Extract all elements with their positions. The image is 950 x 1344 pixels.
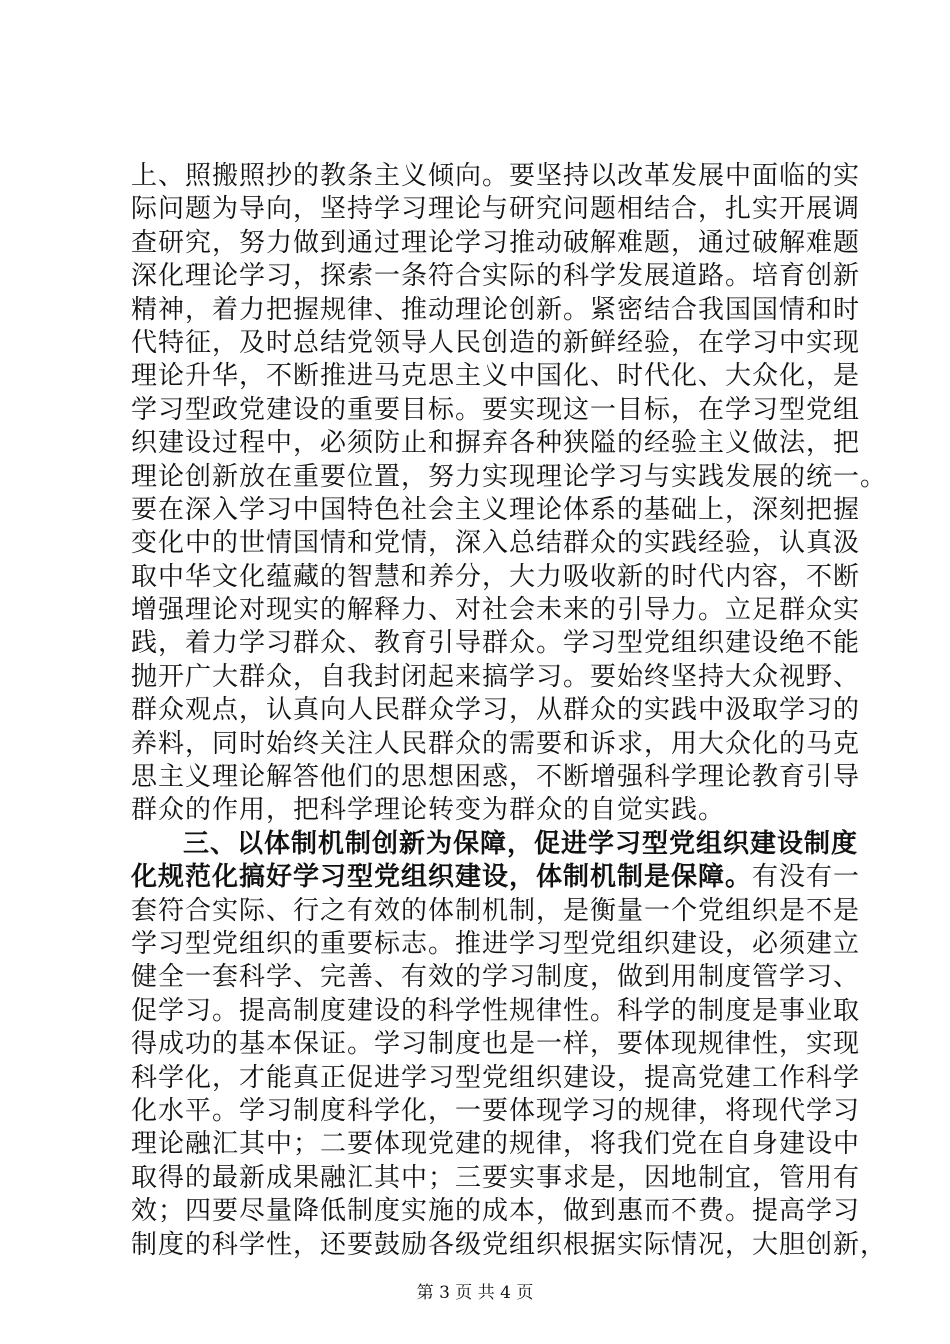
- text-line: 际问题为导向，坚持学习理论与研究问题相结合，扎实开展调: [131, 194, 861, 225]
- text-line: 思主义理论解答他们的思想困惑，不断增强科学理论教育引导: [131, 762, 861, 793]
- page-footer: [0, 1283, 950, 1303]
- text-line: 学习型政党建设的重要目标。要实现这一目标，在学习型党组: [131, 394, 861, 425]
- text-line: 科学化，才能真正促进学习型党组织建设，提高党建工作科学: [131, 1062, 861, 1093]
- text-line: 理论创新放在重要位置，努力实现理论学习与实践发展的统一。: [131, 461, 888, 492]
- text-line: 群众观点，认真向人民群众学习，从群众的实践中汲取学习的: [131, 695, 861, 726]
- page-number: 第 3 页 共 4 页: [416, 1283, 534, 1303]
- text-fragment: 有没有一: [752, 862, 861, 893]
- text-line: 变化中的世情国情和党情，深入总结群众的实践经验，认真汲: [131, 528, 861, 559]
- text-line: 代特征，及时总结党领导人民创造的新鲜经验，在学习中实现: [131, 327, 861, 358]
- text-line: 制度的科学性，还要鼓励各级党组织根据实际情况，大胆创新，: [131, 1229, 888, 1260]
- section-heading: 三、以体制机制创新为保障，促进学习型党组织建设制度: [183, 828, 859, 859]
- text-line: 深化理论学习，探索一条符合实际的科学发展道路。培育创新: [131, 261, 861, 292]
- text-line: 套符合实际、行之有效的体制机制，是衡量一个党组织是不是: [131, 895, 861, 926]
- text-line: 查研究，努力做到通过理论学习推动破解难题，通过破解难题: [131, 227, 861, 258]
- text-line: 促学习。提高制度建设的科学性规律性。科学的制度是事业取: [131, 995, 861, 1026]
- text-line: 学习型党组织的重要标志。推进学习型党组织建设，必须建立: [131, 928, 861, 959]
- text-line: 抛开广大群众，自我封闭起来搞学习。要始终坚持大众视野、: [131, 661, 861, 692]
- section-heading-continued: [131, 861, 861, 894]
- text-line: 得成功的基本保证。学习制度也是一样，要体现规律性，实现: [131, 1029, 861, 1060]
- text-line: 精神，着力把握规律、推动理论创新。紧密结合我国国情和时: [131, 294, 861, 325]
- text-line: 群众的作用，把科学理论转变为群众的自觉实践。: [131, 795, 726, 826]
- text-line: 效；四要尽量降低制度实施的成本，做到惠而不费。提高学习: [131, 1196, 861, 1227]
- text-line: 要在深入学习中国特色社会主义理论体系的基础上，深刻把握: [131, 494, 861, 525]
- text-line: 增强理论对现实的解释力、对社会未来的引导力。立足群众实: [131, 595, 861, 626]
- section-heading-tail: 化规范化搞好学习型党组织建设，体制机制是保障。: [131, 862, 753, 893]
- text-line: 上、照搬照抄的教条主义倾向。要坚持以改革发展中面临的实: [131, 161, 861, 191]
- text-line: 取中华文化蕴藏的智慧和养分，大力吸收新的时代内容，不断: [131, 561, 861, 592]
- text-line: 践，着力学习群众、教育引导群众。学习型党组织建设绝不能: [131, 628, 861, 659]
- body-text: [131, 160, 888, 1262]
- text-line: 织建设过程中，必须防止和摒弃各种狭隘的经验主义做法，把: [131, 428, 861, 459]
- text-line: 化水平。学习制度科学化，一要体现学习的规律，将现代学习: [131, 1095, 861, 1126]
- text-line: 理论升华，不断推进马克思主义中国化、时代化、大众化，是: [131, 361, 861, 392]
- text-line: 理论融汇其中；二要体现党建的规律，将我们党在自身建设中: [131, 1129, 861, 1160]
- text-line: 养料，同时始终关注人民群众的需要和诉求，用大众化的马克: [131, 728, 861, 759]
- text-line: 取得的最新成果融汇其中；三要实事求是，因地制宜，管用有: [131, 1162, 861, 1193]
- text-line: 健全一套科学、完善、有效的学习制度，做到用制度管学习、: [131, 962, 861, 993]
